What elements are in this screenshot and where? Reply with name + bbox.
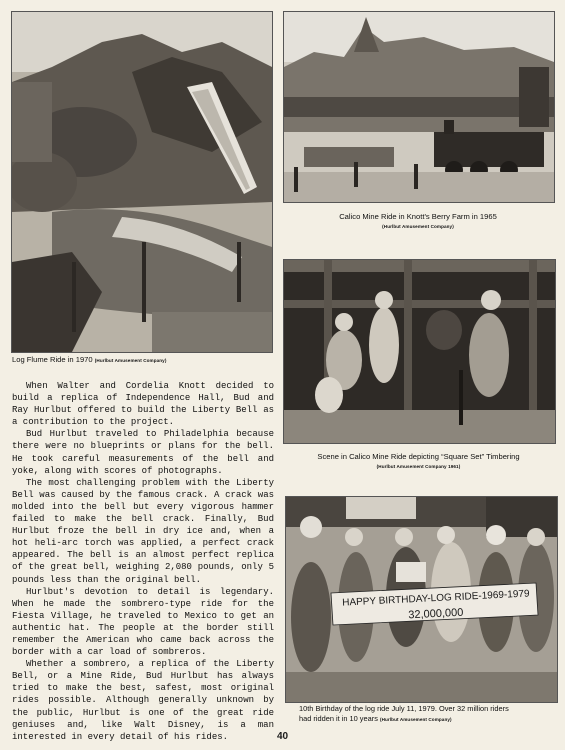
birthday-caption-credit: (Hurlbut Amusement Company): [379, 716, 452, 722]
square-set-caption-credit: (Hurlbut Amusement Company 1961): [376, 464, 461, 469]
calico-mine-1965-photo: [283, 11, 555, 203]
article-body: [12, 380, 274, 743]
body-paragraph: When Walter and Cordelia Knott decided to build a replica of Independence Hall, Bud and Ray Hurlbut offered to build the Liberty Bell as a contribution to the project.: [12, 381, 274, 428]
body-paragraph: Hurlbut's devotion to detail is legendary. When he made the sombrero-type ride for the Fiesta Village, he traveled to Mexico to get an authentic hat. The people at the border still remember the American who came back across the border with a car load of sombreros.: [12, 586, 274, 658]
banner-line2: 32,000,000: [408, 606, 464, 622]
log-flume-caption-text: Log Flume Ride in 1970: [12, 355, 93, 364]
birthday-caption-line2: had ridden it in 10 years: [299, 713, 378, 723]
calico-1965-caption: [283, 212, 553, 232]
page-number: 40: [276, 731, 289, 742]
body-paragraph: Bud Hurlbut traveled to Philadelphia because there were no blueprints or plans for the bell. He took careful measurements of the bell and yoke, along with scores of photographs.: [12, 429, 274, 476]
square-set-timbering-photo: [283, 259, 556, 444]
calico-1965-caption-credit: (Hurlbut Amusement Company): [382, 224, 454, 229]
banner-line1: HAPPY BIRTHDAY-LOG RIDE-1969-1979: [341, 588, 530, 609]
log-flume-photo: [11, 11, 273, 353]
body-paragraph: The most challenging problem with the Liberty Bell was caused by the famous crack. A crack was molded into the bell but every vigorous hammer failed to make the bell crack. Finally, Bud Hurlbut froze the bell in dry ice and, when a hot heli-arc torch was applied, a perfect crack appeared. The bell is an almost perfect replica of the great bell, weighing 2,080 pounds, only 5 pounds less than the original bell.: [12, 477, 274, 585]
log-flume-caption: [12, 355, 272, 366]
birthday-caption-line1: 10th Birthday of the log ride July 11, 1979. Over 32 million riders: [299, 704, 509, 713]
body-paragraph: Whether a sombrero, a replica of the Liberty Bell, or a Mine Ride, Bud Hurlbut has always tried to make the best, safest, most original rides possible. Although generally unknown by the public, Hurlbut is one of the great ride geniuses and, like Walt Disney, is a man interested in every detail of his rides.: [12, 659, 274, 742]
log-flume-caption-credit: (Hurlbut Amusement Company): [94, 358, 167, 363]
birthday-caption: [299, 704, 561, 724]
square-set-caption-text: Scene in Calico Mine Ride depicting “Square Set” Timbering: [317, 452, 520, 461]
calico-1965-caption-text: Calico Mine Ride in Knott's Berry Farm in 1965: [339, 212, 497, 221]
birthday-photo: [285, 496, 558, 703]
square-set-caption: [283, 452, 554, 472]
